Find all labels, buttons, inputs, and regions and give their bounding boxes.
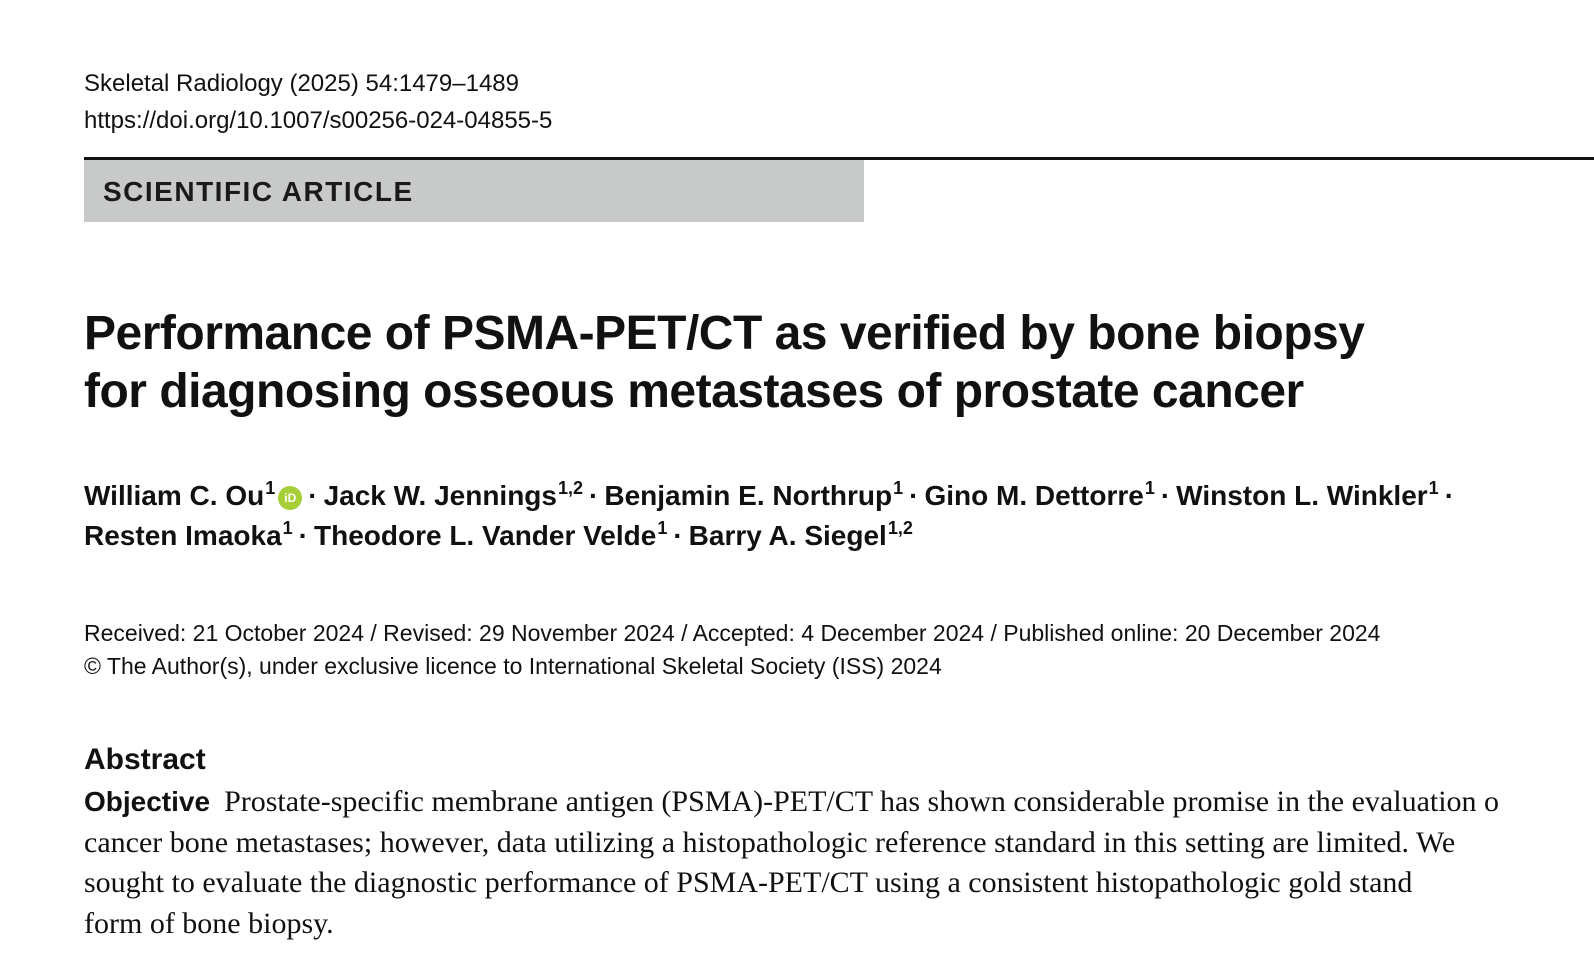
abstract-text: Prostate-specific membrane antigen (PSMA)-PET/CT has shown considerable promise in the evaluation o bbox=[224, 785, 1500, 818]
title-line-2: for diagnosing osseous metastases of prostate cancer bbox=[84, 365, 1304, 418]
author-affiliation[interactable]: 1 bbox=[893, 478, 904, 498]
author-separator: · bbox=[589, 480, 599, 511]
author-affiliation[interactable]: 1 bbox=[1144, 478, 1155, 498]
author-name[interactable]: Theodore L. Vander Velde bbox=[313, 520, 657, 551]
article-type-band bbox=[84, 160, 864, 222]
author-separator: · bbox=[909, 480, 919, 511]
orcid-icon[interactable]: iD bbox=[278, 486, 302, 510]
abstract-line bbox=[84, 784, 1594, 825]
author-affiliation[interactable]: 1,2 bbox=[557, 478, 584, 498]
author-list-row-2 bbox=[84, 518, 913, 557]
author-name[interactable]: William C. Ou bbox=[84, 480, 265, 511]
author-name[interactable]: Resten Imaoka bbox=[84, 520, 282, 551]
publication-history: Received: 21 October 2024 / Revised: 29 November 2024 / Accepted: 4 December 2024 / Published online: 20 December 2024 bbox=[84, 620, 1381, 646]
author-name[interactable]: Winston L. Winkler bbox=[1176, 480, 1428, 511]
author-separator: · bbox=[673, 520, 683, 551]
author-name[interactable]: Benjamin E. Northrup bbox=[604, 480, 893, 511]
author-affiliation[interactable]: 1 bbox=[265, 478, 276, 498]
author-name[interactable]: Jack W. Jennings bbox=[323, 480, 557, 511]
journal-citation: Skeletal Radiology (2025) 54:1479–1489 bbox=[84, 70, 519, 97]
title-line-1: Performance of PSMA-PET/CT as verified by bone biopsy bbox=[84, 307, 1365, 360]
abstract-line: cancer bone metastases; however, data utilizing a histopathologic reference standard in this setting are limited. We bbox=[84, 825, 1456, 859]
article-title bbox=[84, 305, 1364, 421]
author-affiliation[interactable]: 1 bbox=[282, 518, 293, 538]
objective-label: Objective bbox=[84, 786, 211, 817]
author-separator: · bbox=[308, 480, 318, 511]
author-affiliation[interactable]: 1 bbox=[1428, 478, 1439, 498]
author-separator: · bbox=[1160, 480, 1171, 511]
copyright-notice: © The Author(s), under exclusive licence to International Skeletal Society (ISS) 2024 bbox=[84, 653, 942, 679]
article-type-label: SCIENTIFIC ARTICLE bbox=[103, 176, 414, 207]
author-affiliation[interactable]: 1 bbox=[657, 518, 668, 538]
author-separator: · bbox=[1444, 480, 1455, 511]
author-name[interactable]: Barry A. Siegel bbox=[688, 520, 887, 551]
author-affiliation[interactable]: 1,2 bbox=[887, 518, 913, 538]
author-separator: · bbox=[298, 520, 308, 551]
abstract-heading: Abstract bbox=[84, 743, 206, 776]
doi-link[interactable]: https://doi.org/10.1007/s00256-024-04855-5 bbox=[84, 107, 553, 134]
author-name[interactable]: Gino M. Dettorre bbox=[924, 480, 1144, 511]
author-list-row-1 bbox=[84, 478, 1460, 517]
abstract-line: form of bone biopsy. bbox=[84, 906, 334, 940]
abstract-body bbox=[84, 784, 1594, 946]
abstract-line: sought to evaluate the diagnostic performance of PSMA-PET/CT using a consistent histopathologic gold stand bbox=[84, 866, 1413, 899]
